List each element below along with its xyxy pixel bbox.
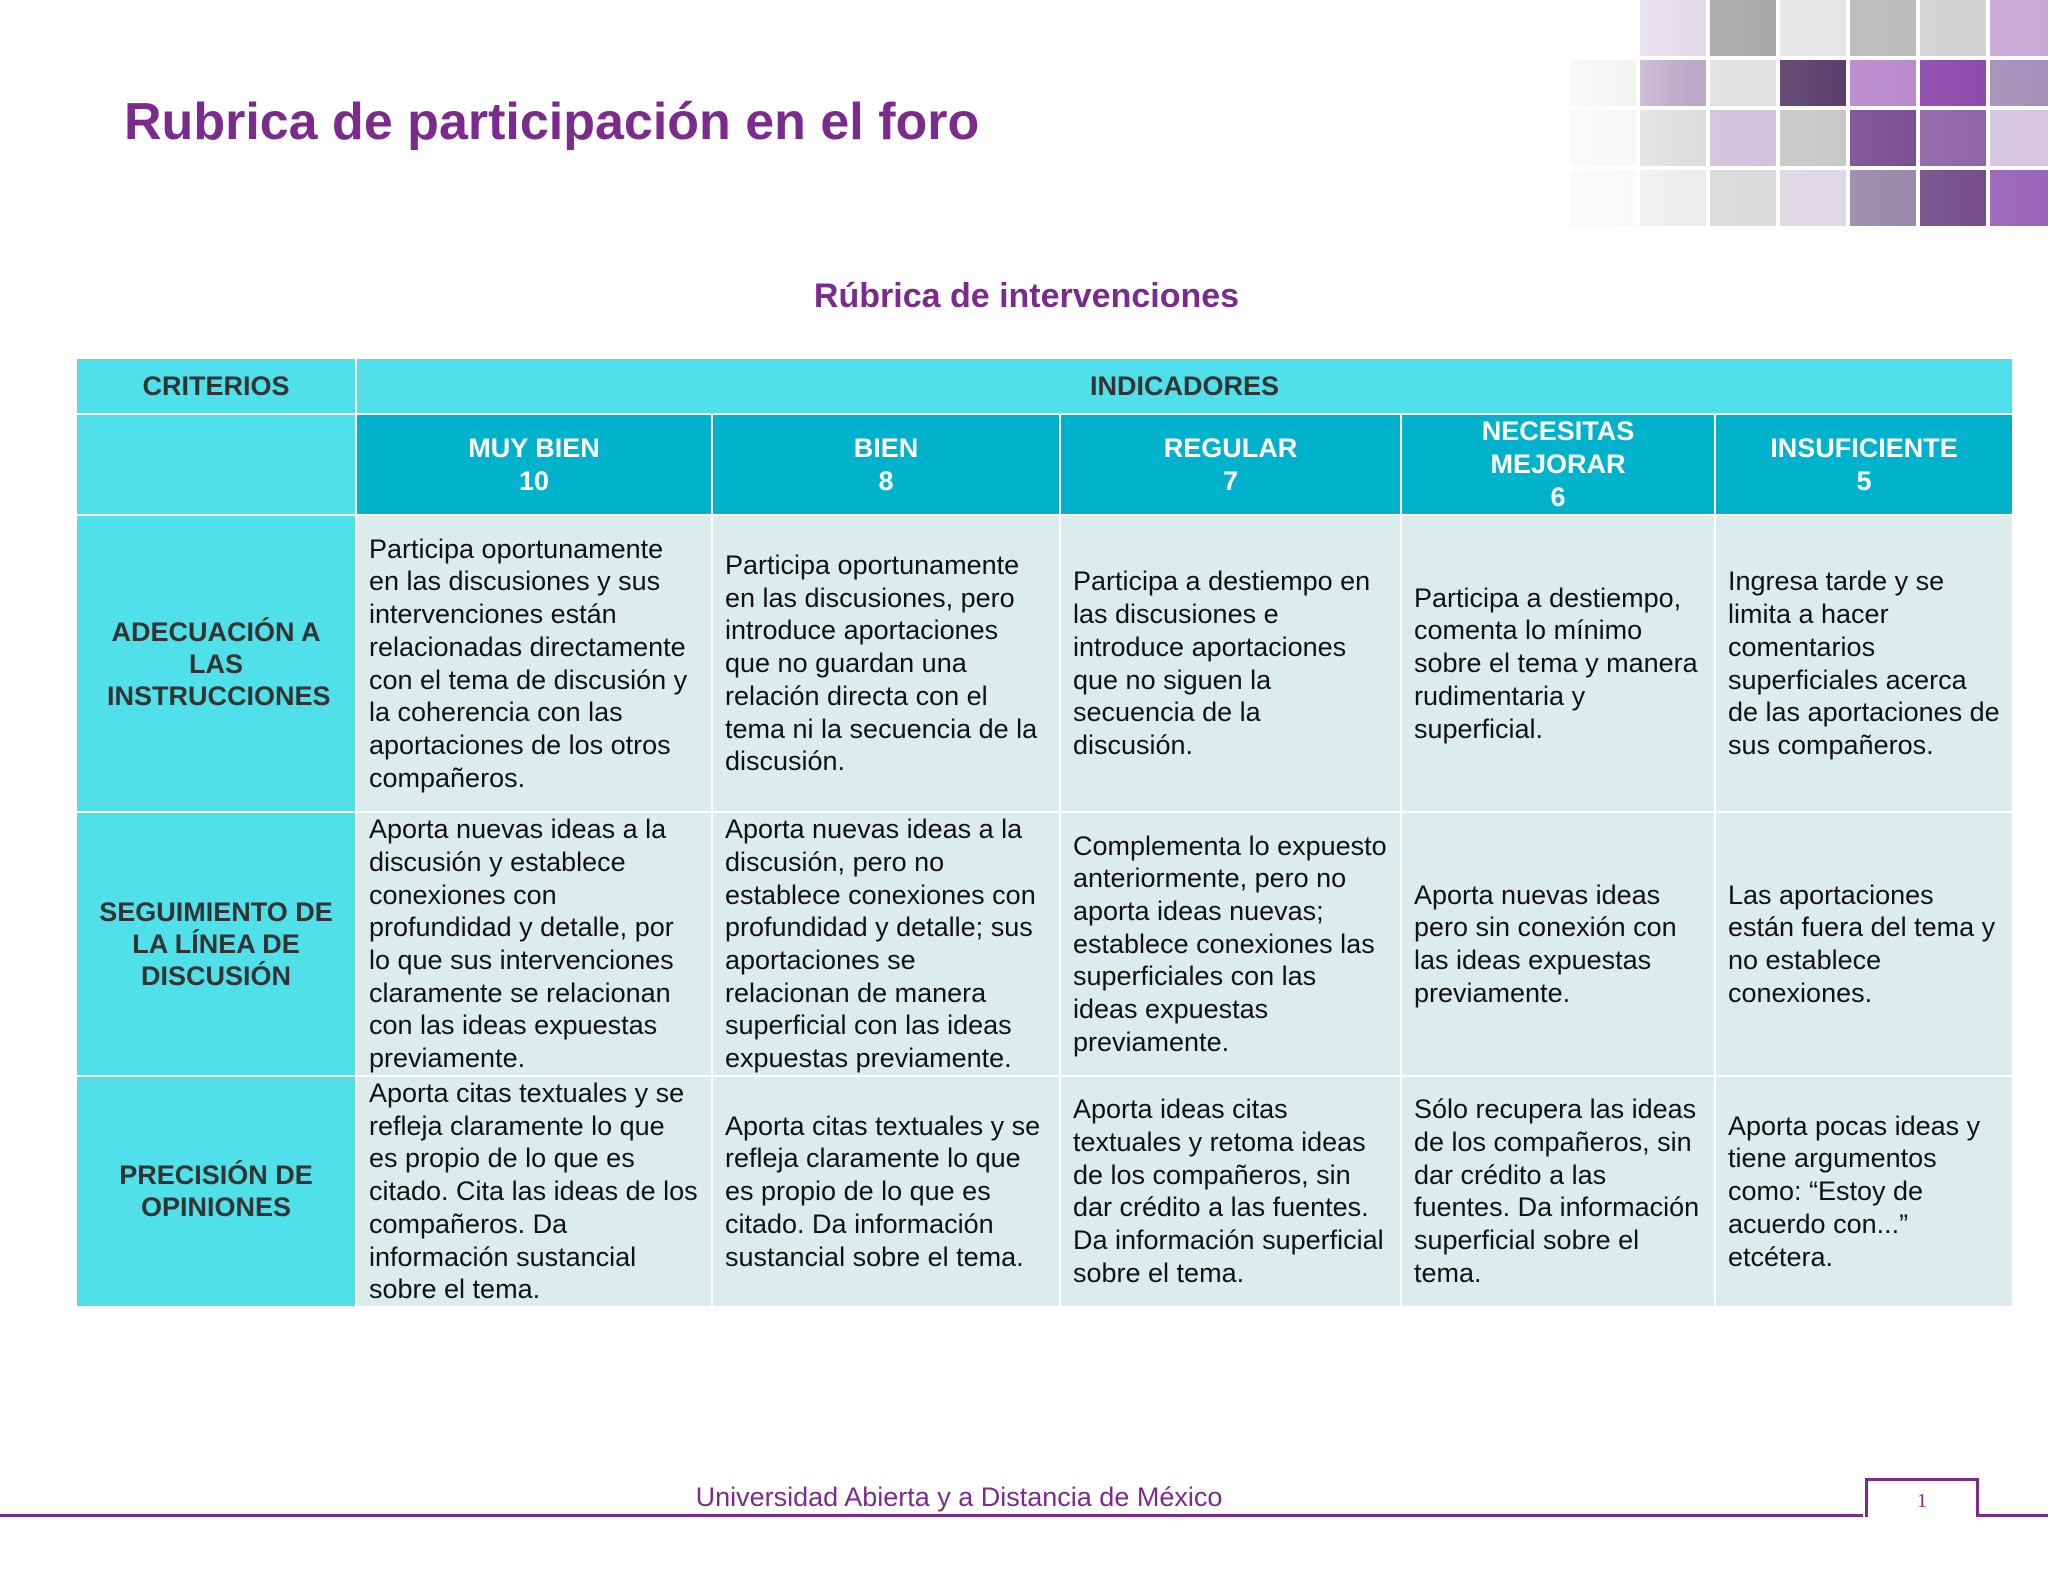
table-row [76,1076,2013,1307]
footer-institution: Universidad Abierta y a Distancia de México [695,1482,1223,1512]
level-header-muy-bien [356,414,712,515]
table-cell: Aporta ideas citas textuales y retoma ideas de los compañeros, sin dar crédito a las fuentes. Da información superficial sobre el tema. [1060,1076,1401,1307]
rubric-table [75,357,2014,1308]
decorative-mosaic-image [1490,0,2048,226]
level-score: 5 [1856,465,1872,496]
level-header-regular [1060,414,1401,515]
table-cell: Sólo recupera las ideas de los compañeros, sin dar crédito a las fuentes. Da información superficial sobre el tema. [1401,1076,1715,1307]
table-cell: Complementa lo expuesto anteriormente, pero no aporta ideas nuevas; establece conexiones las superficiales con las ideas expuestas previamente. [1060,812,1401,1076]
level-name: BIEN [853,432,919,463]
level-header-insuficiente [1715,414,2013,515]
table-cell: Aporta pocas ideas y tiene argumentos como: “Estoy de acuerdo con...” etcétera. [1715,1076,2013,1307]
table-cell: Participa oportunamente en las discusiones, pero introduce aportaciones que no guardan una relación directa con el tema ni la secuencia de la discusión. [712,515,1060,812]
indicators-header: INDICADORES [356,358,2013,414]
table-cell: Aporta citas textuales y se refleja claramente lo que es propio de lo que es citado. Da información sustancial sobre el tema. [712,1076,1060,1307]
criteria-header-blank [76,414,356,515]
table-row [76,515,2013,812]
table-cell: Ingresa tarde y se limita a hacer comentarios superficiales acerca de las aportaciones de sus compañeros. [1715,515,2013,812]
footer-divider-right [1976,1514,2048,1517]
table-cell: Participa oportunamente en las discusiones y sus intervenciones están relacionadas directamente con el tema de discusión y la coherencia con las aportaciones de los otros compañeros. [356,515,712,812]
table-cell: Aporta nuevas ideas pero sin conexión con las ideas expuestas previamente. [1401,812,1715,1076]
table-cell: Aporta citas textuales y se refleja claramente lo que es propio de lo que es citado. Cita las ideas de los compañeros. Da información sustancial sobre el tema. [356,1076,712,1307]
page-number: 1 [1865,1478,1979,1517]
criterion-adecuacion: ADECUACIÓN A LAS INSTRUCCIONES [76,515,356,812]
level-name: REGULAR [1163,432,1298,463]
table-cell: Participa a destiempo en las discusiones e introduce aportaciones que no siguen la secuencia de la discusión. [1060,515,1401,812]
level-name: NECESITAS MEJORAR [1481,416,1635,479]
page-title: Rubrica de participación en el foro [124,93,980,151]
table-row [76,812,2013,1076]
level-name: MUY BIEN [468,432,600,463]
level-header-necesitas-mejorar [1401,414,1715,515]
criterion-precision: PRECISIÓN DE OPINIONES [76,1076,356,1307]
level-score: 7 [1222,465,1239,496]
rubric-subtitle: Rúbrica de intervenciones [813,277,1240,315]
table-cell: Participa a destiempo, comenta lo mínimo sobre el tema y manera rudimentaria y superficial. [1401,515,1715,812]
criterion-seguimiento: SEGUIMIENTO DE LA LÍNEA DE DISCUSIÓN [76,812,356,1076]
table-cell: Las aportaciones están fuera del tema y no establece conexiones. [1715,812,2013,1076]
table-cell: Aporta nuevas ideas a la discusión, pero no establece conexiones con profundidad y detalle; sus aportaciones se relacionan de manera superficial con las ideas expuestas previamente. [712,812,1060,1076]
level-score: 6 [1550,482,1566,512]
level-score: 8 [878,465,894,496]
criteria-header: CRITERIOS [76,358,356,414]
level-header-bien [712,414,1060,515]
table-cell: Aporta nuevas ideas a la discusión y establece conexiones con profundidad y detalle, por lo que sus intervenciones claramente se relacionan con las ideas expuestas previamente. [356,812,712,1076]
level-name: INSUFICIENTE [1770,432,1958,463]
level-score: 10 [518,465,550,496]
footer-divider [0,1514,1863,1517]
